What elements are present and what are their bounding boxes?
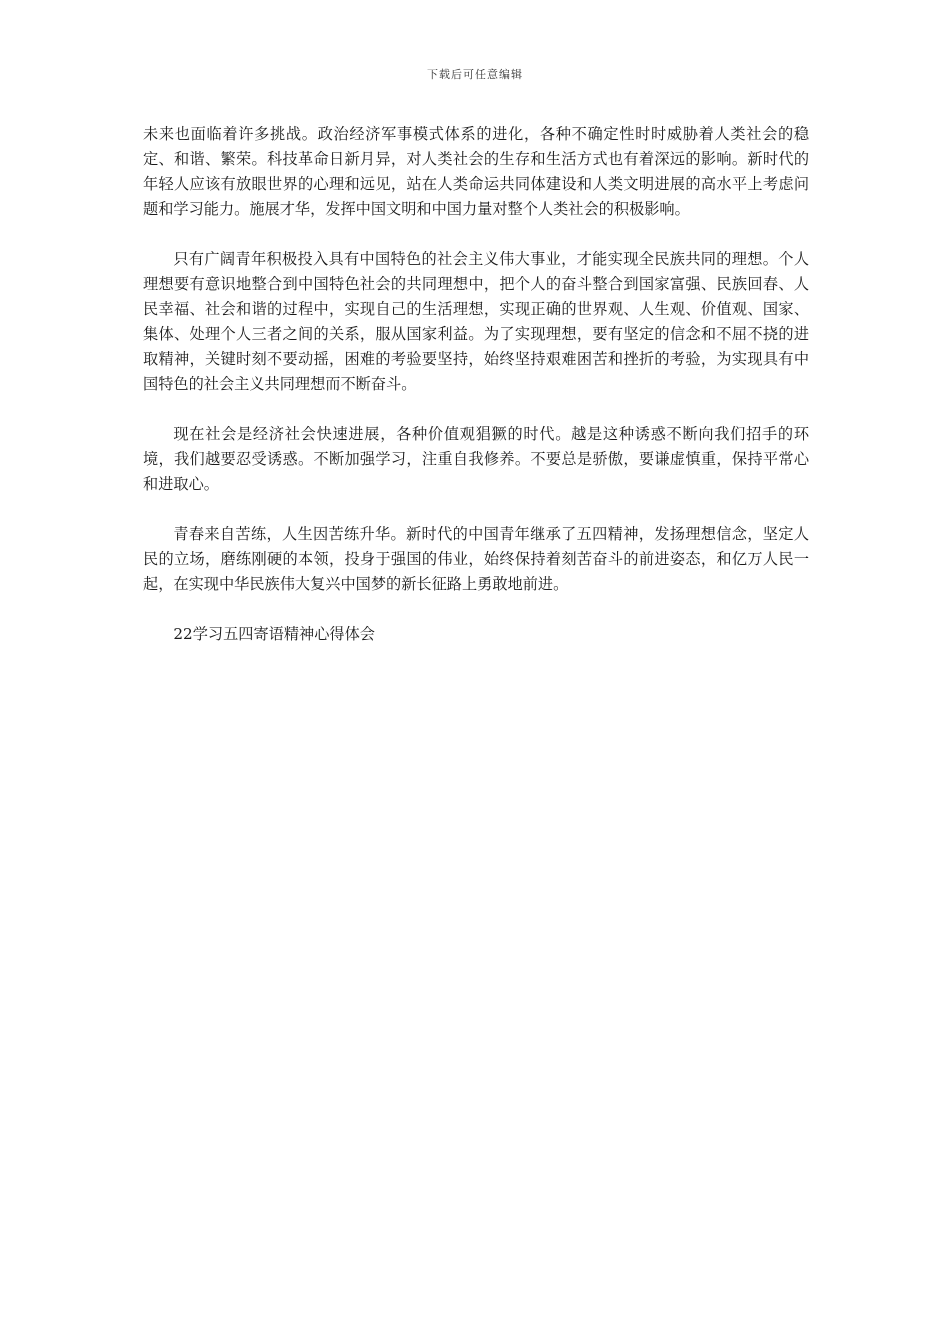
section-heading: 22学习五四寄语精神心得体会 — [173, 625, 375, 643]
document-body — [143, 122, 809, 647]
paragraph-temptation: 现在社会是经济社会快速进展，各种价值观猖獗的时代。越是这种诱惑不断向我们招手的环境，我们越要忍受诱惑。不断加强学习，注重自我修养。不要总是骄傲，要谦虚慎重，保持平常心和进取心。 — [143, 425, 809, 493]
paragraph-youth: 青春来自苦练，人生因苦练升华。新时代的中国青年继承了五四精神，发扬理想信念，坚定人民的立场，磨练刚硬的本领，投身于强国的伟业，始终保持着刻苦奋斗的前进姿态，和亿万人民一起，在实现中华民族伟大复兴中国梦的新长征路上勇敢地前进。 — [143, 525, 809, 593]
paragraph-ideals: 只有广阔青年积极投入具有中国特色的社会主义伟大事业，才能实现全民族共同的理想。个人理想要有意识地整合到中国特色社会的共同理想中，把个人的奋斗整合到国家富强、民族回春、人民幸福、社会和谐的过程中，实现自己的生活理想，实现正确的世界观、人生观、价值观、国家、集体、处理个人三者之间的关系，服从国家利益。为了实现理想，要有坚定的信念和不屈不挠的进取精神，关键时刻不要动摇，困难的考验要坚持，始终坚持艰难困苦和挫折的考验，为实现具有中国特色的社会主义共同理想而不断奋斗。 — [143, 250, 809, 393]
page-header-note: 下载后可任意编辑 — [427, 68, 523, 81]
paragraph-continuation: 未来也面临着许多挑战。政治经济军事模式体系的进化，各种不确定性时时威胁着人类社会的稳定、和谐、繁荣。科技革命日新月异，对人类社会的生存和生活方式也有着深远的影响。新时代的年轻人应该有放眼世界的心理和远见，站在人类命运共同体建设和人类文明进展的高水平上考虑问题和学习能力。施展才华，发挥中国文明和中国力量对整个人类社会的积极影响。 — [143, 125, 809, 218]
